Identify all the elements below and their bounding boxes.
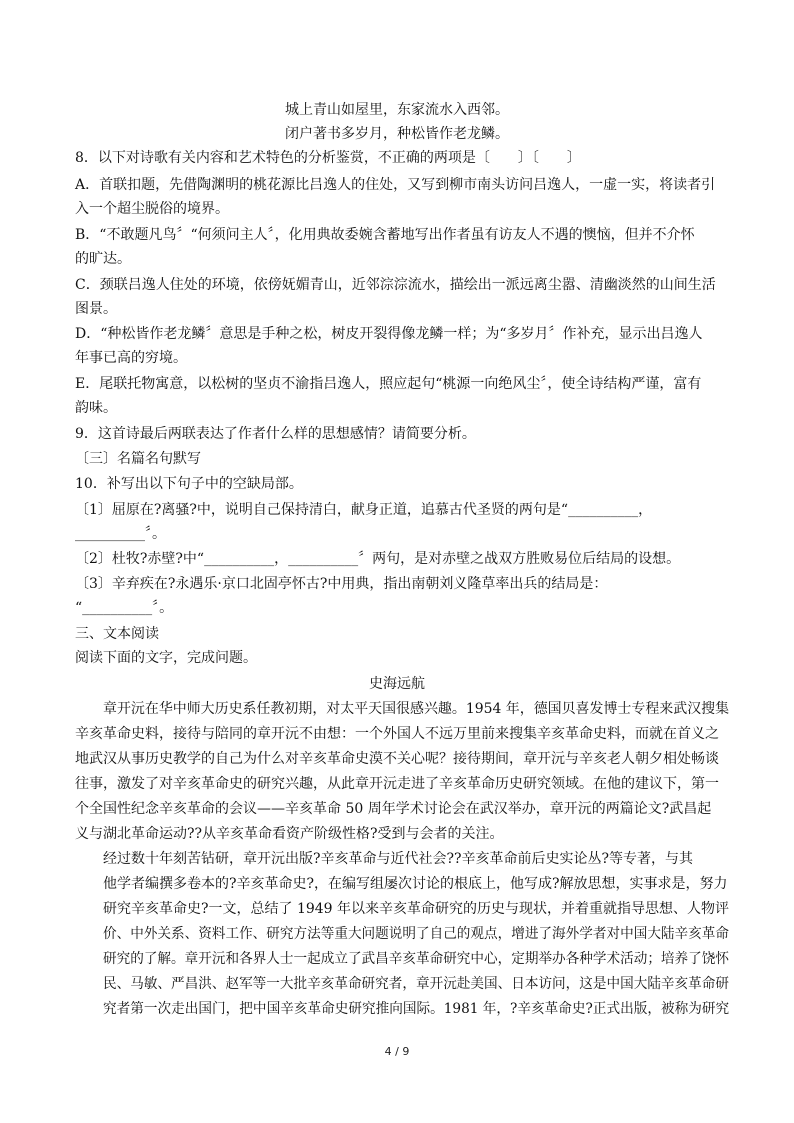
section-heading-famous-quotes: 〔三〕名篇名句默写 — [75, 451, 201, 467]
reading-instruction: 阅读下面的文字，完成问题。 — [75, 650, 257, 666]
option-a-line-1: A．首联扣题，先借陶渊明的桃花源比吕逸人的住处，又写到柳市南头访问吕逸人，一虚一实，将读者引 — [75, 177, 716, 193]
article-paragraph-1-line-1: 章开沅在华中师大历史系任教初期，对太平天国很感兴趣。1954 年，德国贝喜发博士专程来武汉搜集 — [103, 701, 730, 717]
page-number: 4 / 9 — [384, 1045, 410, 1058]
article-title: 史海远航 — [369, 676, 425, 692]
article-paragraph-2-line-2: 他学者编撰多卷本的?辛亥革命史?，在编写组屡次讨论的根底上，他写成?解放思想，实事求是，努力 — [103, 876, 728, 892]
option-b-line-2: 的旷达。 — [75, 251, 131, 267]
article-paragraph-2-line-5: 研究的了解。章开沅和各界人士一起成立了武昌辛亥革命研究中心，定期举办各种学术活动；培养了饶怀 — [103, 951, 729, 967]
article-paragraph-1-line-3: 地武汉从事历史教学的自己为什么对辛亥革命史漠不关心呢？接待期间，章开沅与辛亥老人朝夕相处畅谈 — [75, 751, 719, 767]
article-paragraph-2-line-3: 研究辛亥革命史?一文，总结了 1949 年以来辛亥革命研究的历史与现状，并着重就指导思想、人物评 — [103, 901, 730, 917]
article-paragraph-1-line-2: 辛亥革命史料，接待与陪同的章开沅不由想：一个外国人不远万里前来搜集辛亥革命史料，而就在首义之 — [75, 726, 719, 742]
question-10-part-3-line-2: “__________〞。 — [75, 600, 174, 616]
question-10-part-2: 〔2〕杜牧?赤壁?中“__________，__________〞两句，是对赤壁之战双方胜败易位后结局的设想。 — [75, 551, 681, 567]
article-paragraph-2-line-4: 价、中外关系、资料工作、研究方法等重大问题说明了自己的观点，增进了海外学者对中国大陆辛亥革命 — [103, 926, 729, 942]
question-8-stem: 8．以下对诗歌有关内容和艺术特色的分析鉴赏，不正确的两项是〔 〕〔 〕 — [75, 150, 581, 166]
option-c-line-2: 图景。 — [75, 301, 117, 317]
option-d-line-2: 年事已高的穷境。 — [75, 350, 187, 366]
option-e-line-2: 韵味。 — [75, 400, 117, 416]
question-9: 9．这首诗最后两联表达了作者什么样的思想感情？请简要分析。 — [75, 426, 476, 442]
article-paragraph-1-line-5: 个全国性纪念辛亥革命的会议——辛亥革命 50 周年学术讨论会在武汉举办，章开沅的两篇论文?武昌起 — [75, 801, 712, 817]
question-10-part-1-line-2: __________〞。 — [75, 526, 166, 542]
question-10-part-3-line-1: 〔3〕辛弃疾在?永遇乐·京口北固亭怀古?中用典，指出南朝刘义隆草率出兵的结局是： — [75, 576, 608, 592]
article-paragraph-1-line-6: 义与湖北革命运动??从辛亥革命看资产阶级性格?受到与会者的关注。 — [75, 826, 504, 842]
option-e-line-1: E．尾联托物寓意，以松树的坚贞不渝指吕逸人，照应起句“桃源一向绝风尘〞，使全诗结构严谨，富有 — [75, 376, 702, 392]
option-b-line-1: B．“不敢题凡鸟〞“何须问主人〞，化用典故委婉含蓄地写出作者虽有访友人不遇的懊恼，但并不介怀 — [75, 227, 695, 243]
option-d-line-1: D．“种松皆作老龙鳞〞意思是手种之松，树皮开裂得像龙鳞一样；为“多岁月〞作补充，显示出吕逸人 — [75, 326, 703, 342]
article-paragraph-2-line-7: 究者第一次走出国门，把中国辛亥革命史研究推向国际。1981 年，?辛亥革命史?正式出版，被称为研究 — [103, 1001, 730, 1017]
question-10-stem: 10．补写出以下句子中的空缺局部。 — [75, 476, 303, 492]
question-10-part-1-line-1: 〔1〕屈原在?离骚?中，说明自己保持清白，献身正道，追慕古代圣贤的两句是“__________， — [75, 502, 653, 518]
poem-line-3: 城上青山如屋里，东家流水入西邻。 — [285, 102, 509, 118]
option-a-line-2: 入一个超尘脱俗的境界。 — [75, 201, 229, 217]
article-paragraph-2-line-1: 经过数十年刻苦钻研，章开沅出版?辛亥革命与近代社会??辛亥革命前后史实论丛?等专著，与其 — [103, 851, 694, 867]
poem-line-4: 闭户著书多岁月，种松皆作老龙鳞。 — [285, 126, 509, 142]
part-3-heading: 三、文本阅读 — [75, 626, 159, 642]
article-paragraph-2-line-6: 民、马敏、严昌洪、赵军等一大批辛亥革命研究者，章开沅赴美国、日本访问，这是中国大陆辛亥革命研 — [103, 976, 729, 992]
article-paragraph-1-line-4: 往事，激发了对辛亥革命史的研究兴趣，从此章开沅走进了辛亥革命历史研究领域。在他的建议下，第一 — [75, 776, 719, 792]
option-c-line-1: C．颈联吕逸人住处的环境，依傍妩媚青山，近邻淙淙流水，描绘出一派远离尘嚣、清幽淡然的山间生活 — [75, 277, 716, 293]
